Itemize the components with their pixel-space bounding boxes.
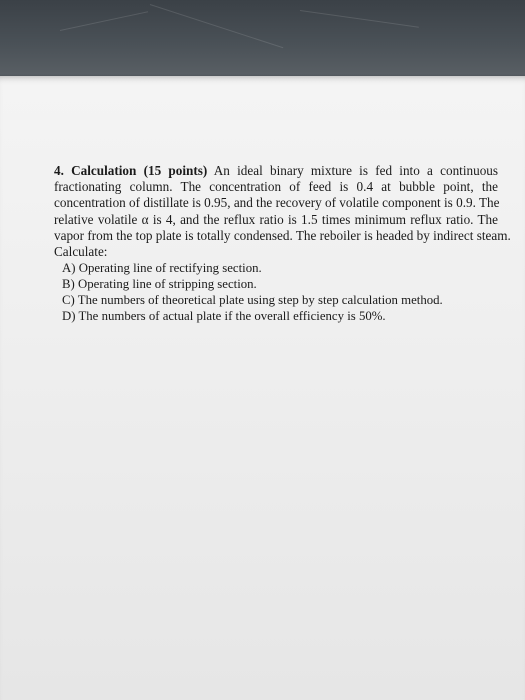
question-line-4: relative volatile α is 4, and the reflux ratio is 1.5 times minimum reflux ratio. The	[54, 211, 498, 227]
question-line-1	[54, 163, 498, 179]
sub-question-a: A) Operating line of rectifying section.	[62, 261, 262, 276]
question-block	[54, 163, 511, 324]
calculate-label: Calculate:	[54, 244, 108, 260]
dark-background-surface	[0, 0, 525, 80]
background-streak	[150, 4, 283, 48]
sub-question-d: D) The numbers of actual plate if the overall efficiency is 50%.	[62, 309, 386, 324]
sub-question-b: B) Operating line of stripping section.	[62, 277, 257, 292]
question-line-3: concentration of distillate is 0.95, and the recovery of volatile component is 0.9. The	[54, 195, 500, 211]
background-streak	[60, 11, 148, 31]
question-line-5: vapor from the top plate is totally condensed. The reboiler is headed by indirect steam.	[54, 227, 511, 243]
question-points: (15 points)	[143, 163, 208, 178]
question-line-2: fractionating column. The concentration of feed is 0.4 at bubble point, the	[54, 179, 498, 195]
sub-question-c: C) The numbers of theoretical plate using step by step calculation method.	[62, 293, 443, 308]
background-streak	[300, 10, 419, 28]
question-text: An ideal binary mixture is fed into a continuous	[213, 163, 499, 178]
question-number: 4. Calculation	[54, 163, 137, 178]
sub-question-list	[54, 260, 498, 324]
